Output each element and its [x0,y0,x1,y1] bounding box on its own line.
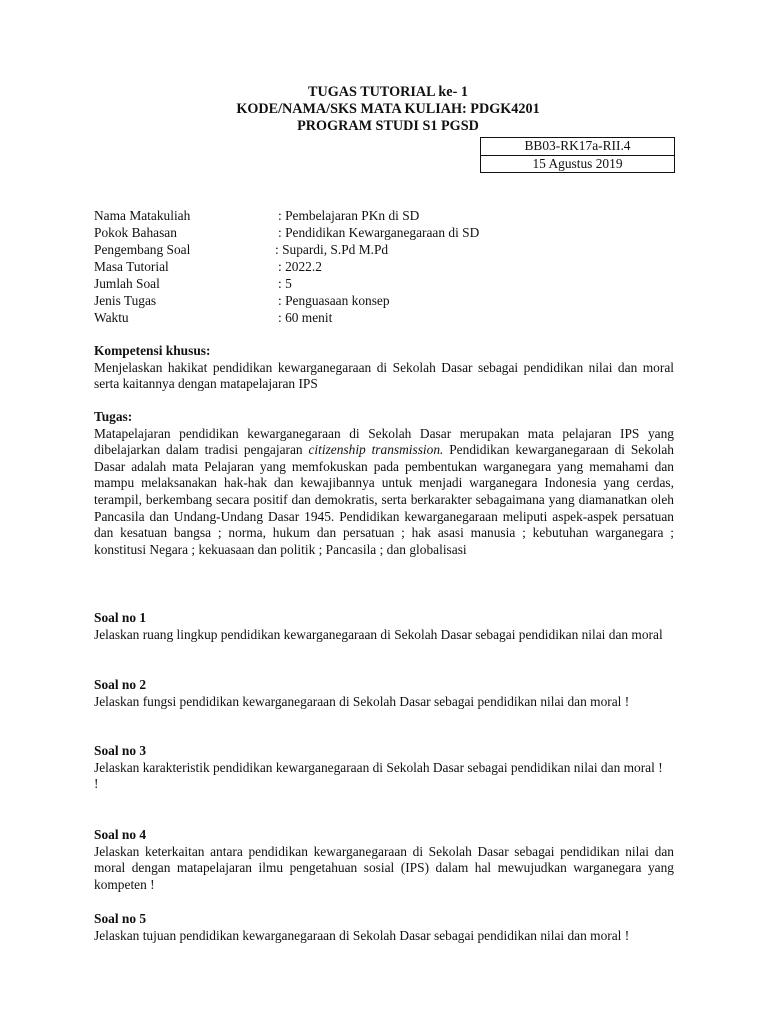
code-box [480,137,675,173]
info-value: : Pendidikan Kewarganegaraan di SD [278,225,480,240]
soal-heading: Soal no 2 [94,677,147,692]
info-row [94,276,694,293]
info-value: : 2022.2 [278,259,322,274]
info-label: Waktu [94,310,129,325]
document-date: 15 Agustus 2019 [481,155,675,173]
course-info [94,208,694,327]
info-label: Jumlah Soal [94,276,160,291]
soal-3 [94,743,674,793]
soal-text: Jelaskan karakteristik pendidikan kewarganegaraan di Sekolah Dasar sebagai pendidikan nilai dan moral ! [94,759,663,775]
info-label: Masa Tutorial [94,259,169,274]
soal-heading: Soal no 3 [94,743,147,758]
info-value: : Supardi, S.Pd M.Pd [275,242,389,257]
document-header [0,84,768,135]
header-course-code: KODE/NAMA/SKS MATA KULIAH: PDGK4201 [236,101,540,117]
soal-heading: Soal no 5 [94,911,147,926]
info-row [94,242,694,259]
header-title: TUGAS TUTORIAL ke- 1 [308,84,468,100]
info-row [94,259,694,276]
tugas-heading: Tugas: [94,409,133,424]
tugas-text [94,426,674,559]
info-row [94,208,694,225]
info-row [94,225,694,242]
info-value: : 5 [278,276,292,291]
soal-1 [94,610,674,643]
info-label: Pengembang Soal [94,242,191,257]
header-program: PROGRAM STUDI S1 PGSD [297,118,479,134]
info-row [94,310,694,327]
soal-text: Jelaskan keterkaitan antara pendidikan kewarganegaraan di Sekolah Dasar sebagai pendidikan nilai dan moral dengan matapelajaran ilmu pengetahuan sosial (IPS) dalam hal mewujudkan warganegara yang kompeten ! [94,843,674,892]
info-label: Pokok Bahasan [94,225,177,240]
soal-heading: Soal no 4 [94,827,147,842]
tugas-text-part: Matapelajaran pendidikan kewarganegaraan di Sekolah Dasar merupakan mata pelajaran IPS yang dibelajarkan dalam tradisi pengajaran [94,425,674,458]
tugas-section [94,409,674,558]
info-value: : Penguasaan konsep [278,293,390,308]
kompetensi-heading: Kompetensi khusus: [94,343,211,358]
info-value: : 60 menit [278,310,333,325]
soal-4 [94,827,674,893]
soal-extra: ! [94,776,99,792]
kompetensi-section [94,343,674,393]
info-value: : Pembelajaran PKn di SD [278,208,420,223]
tugas-text-italic: citizenship transmission. [308,442,444,458]
info-row [94,293,694,310]
soal-text: Jelaskan ruang lingkup pendidikan kewarganegaraan di Sekolah Dasar sebagai pendidikan nilai dan moral [94,626,663,642]
tugas-text-part: Pendidikan kewarganegaraan di Sekolah Dasar adalah mata Pelajaran yang memfokuskan pada pembentukan warganegara yang memahami dan mampu melaksanakan hak-hak dan kewajibannya untuk menjadi warganegara Indonesia yang cerdas, terampil, berkembang secara positif dan demokratis, serta berkarakter sebagaimana yang diamanatkan oleh Pancasila dan Undang-Undang Dasar 1945. Pendidikan kewarganegaraan meliputi aspek-aspek persatuan dan kesatuan bangsa ; norma, hukum dan persatuan ; hak asasi manusia ; kebutuhan warganegara ; konstitusi Negara ; kekuasaan dan politik ; Pancasila ; dan globalisasi [94,442,674,557]
info-label: Nama Matakuliah [94,208,191,223]
kompetensi-text: Menjelaskan hakikat pendidikan kewarganegaraan di Sekolah Dasar sebagai pendidikan nilai dan moral serta kaitannya dengan matapelajaran IPS [94,359,674,392]
soal-heading: Soal no 1 [94,610,147,625]
document-code: BB03-RK17a-RII.4 [481,138,675,156]
info-label: Jenis Tugas [94,293,157,308]
soal-text: Jelaskan fungsi pendidikan kewarganegaraan di Sekolah Dasar sebagai pendidikan nilai dan moral ! [94,693,630,709]
soal-5 [94,911,674,944]
soal-text: Jelaskan tujuan pendidikan kewarganegaraan di Sekolah Dasar sebagai pendidikan nilai dan moral ! [94,927,630,943]
soal-2 [94,677,674,710]
